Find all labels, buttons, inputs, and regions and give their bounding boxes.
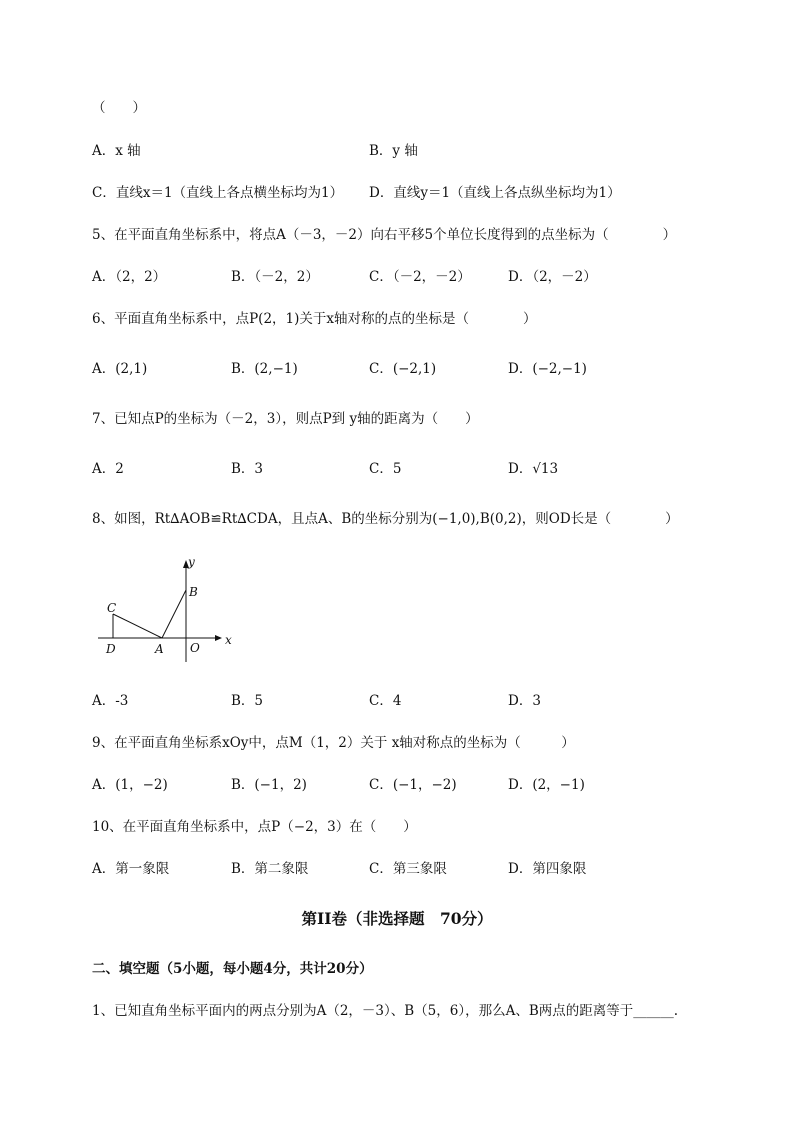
q6-option-c: C．(−2,1) — [369, 361, 437, 377]
q10-option-a: A．第一象限 — [92, 861, 170, 877]
q4-option-b: B．y 轴 — [369, 143, 418, 159]
q10-stem: 10、在平面直角坐标系中，点P（−2，3）在（ ） — [92, 819, 417, 835]
q6-option-a: A．(2,1) — [92, 361, 148, 377]
q4-option-a: A．x 轴 — [92, 143, 141, 159]
q9-option-d: D．(2，−1) — [508, 777, 585, 793]
q7-option-d: D．√13 — [508, 461, 559, 477]
q10-option-d: D．第四象限 — [508, 861, 587, 877]
q7-options — [92, 460, 752, 478]
q9-option-a: A．(1，−2) — [92, 777, 168, 793]
segment-ca — [113, 614, 162, 638]
q7-option-b: B．3 — [231, 461, 264, 477]
q7-option-c: C．5 — [369, 461, 402, 477]
label-b: B — [189, 585, 198, 599]
q5-options — [92, 268, 752, 286]
q8-stem: 8、如图，Rt∆AOB≌Rt∆CDA，且点A、B的坐标分别为(−1,0),B(0,2)，则OD长是（ ） — [92, 511, 679, 527]
part2-title: 第II卷（非选择题 70分） — [301, 909, 493, 928]
q9-stem: 9、在平面直角坐标系xOy中，点M（1，2）关于 x轴对称点的坐标为（ ） — [92, 735, 575, 751]
q9-options — [92, 776, 752, 794]
q7-option-a: A．2 — [92, 461, 124, 477]
label-c: C — [107, 601, 117, 615]
label-a: A — [155, 642, 164, 656]
q8-option-b: B．5 — [231, 693, 264, 709]
q10-option-b: B．第二象限 — [231, 861, 309, 877]
q8-option-d: D．3 — [508, 693, 541, 709]
q6-options — [92, 360, 752, 378]
q10-option-c: C．第三象限 — [369, 861, 447, 877]
q8-option-c: C．4 — [369, 693, 402, 709]
q9-option-c: C．(−1，−2) — [369, 777, 457, 793]
q5-option-a: A．（2，2） — [92, 269, 167, 285]
q8-figure — [92, 552, 242, 664]
top-answer-paren: （ ） — [92, 100, 146, 116]
q8-option-a: A．-3 — [92, 693, 129, 709]
segment-ab — [162, 590, 186, 638]
q7-stem: 7、已知点P的坐标为（－2，3），则点P到 y轴的距离为（ ） — [92, 411, 479, 427]
fill-section-title: 二、填空题（5小题，每小题4分，共计20分） — [92, 961, 373, 977]
q9-option-b: B．(−1，2) — [231, 777, 307, 793]
q6-option-d: D．(−2,−1) — [508, 361, 587, 377]
q4-options-row2 — [92, 184, 752, 202]
q10-options — [92, 860, 752, 878]
q8-options — [92, 692, 752, 710]
label-o: O — [190, 641, 200, 655]
q5-option-b: B．（－2，2） — [231, 269, 319, 285]
q4-option-d: D．直线y＝1（直线上各点纵坐标均为1） — [369, 185, 621, 201]
q4-option-c: C．直线x＝1（直线上各点横坐标均为1） — [92, 185, 344, 201]
label-x: x — [225, 633, 232, 647]
q5-option-c: C．（－2，－2） — [369, 269, 471, 285]
q5-option-d: D．（2，－2） — [508, 269, 597, 285]
label-d: D — [106, 642, 116, 656]
label-y: y — [188, 555, 195, 569]
q4-options-row1 — [92, 142, 752, 160]
q5-stem: 5、在平面直角坐标系中，将点A（－3，－2）向右平移5个单位长度得到的点坐标为（ ） — [92, 227, 677, 243]
q6-option-b: B．(2,−1) — [231, 361, 298, 377]
q6-stem: 6、平面直角坐标系中，点P(2，1)关于x轴对称的点的坐标是（ ） — [92, 311, 537, 327]
x-axis-arrow — [215, 635, 222, 641]
fill-q1: 1、已知直角坐标平面内的两点分别为A（2，－3）、B（5，6），那么A、B两点的距离等于______. — [92, 1003, 679, 1019]
